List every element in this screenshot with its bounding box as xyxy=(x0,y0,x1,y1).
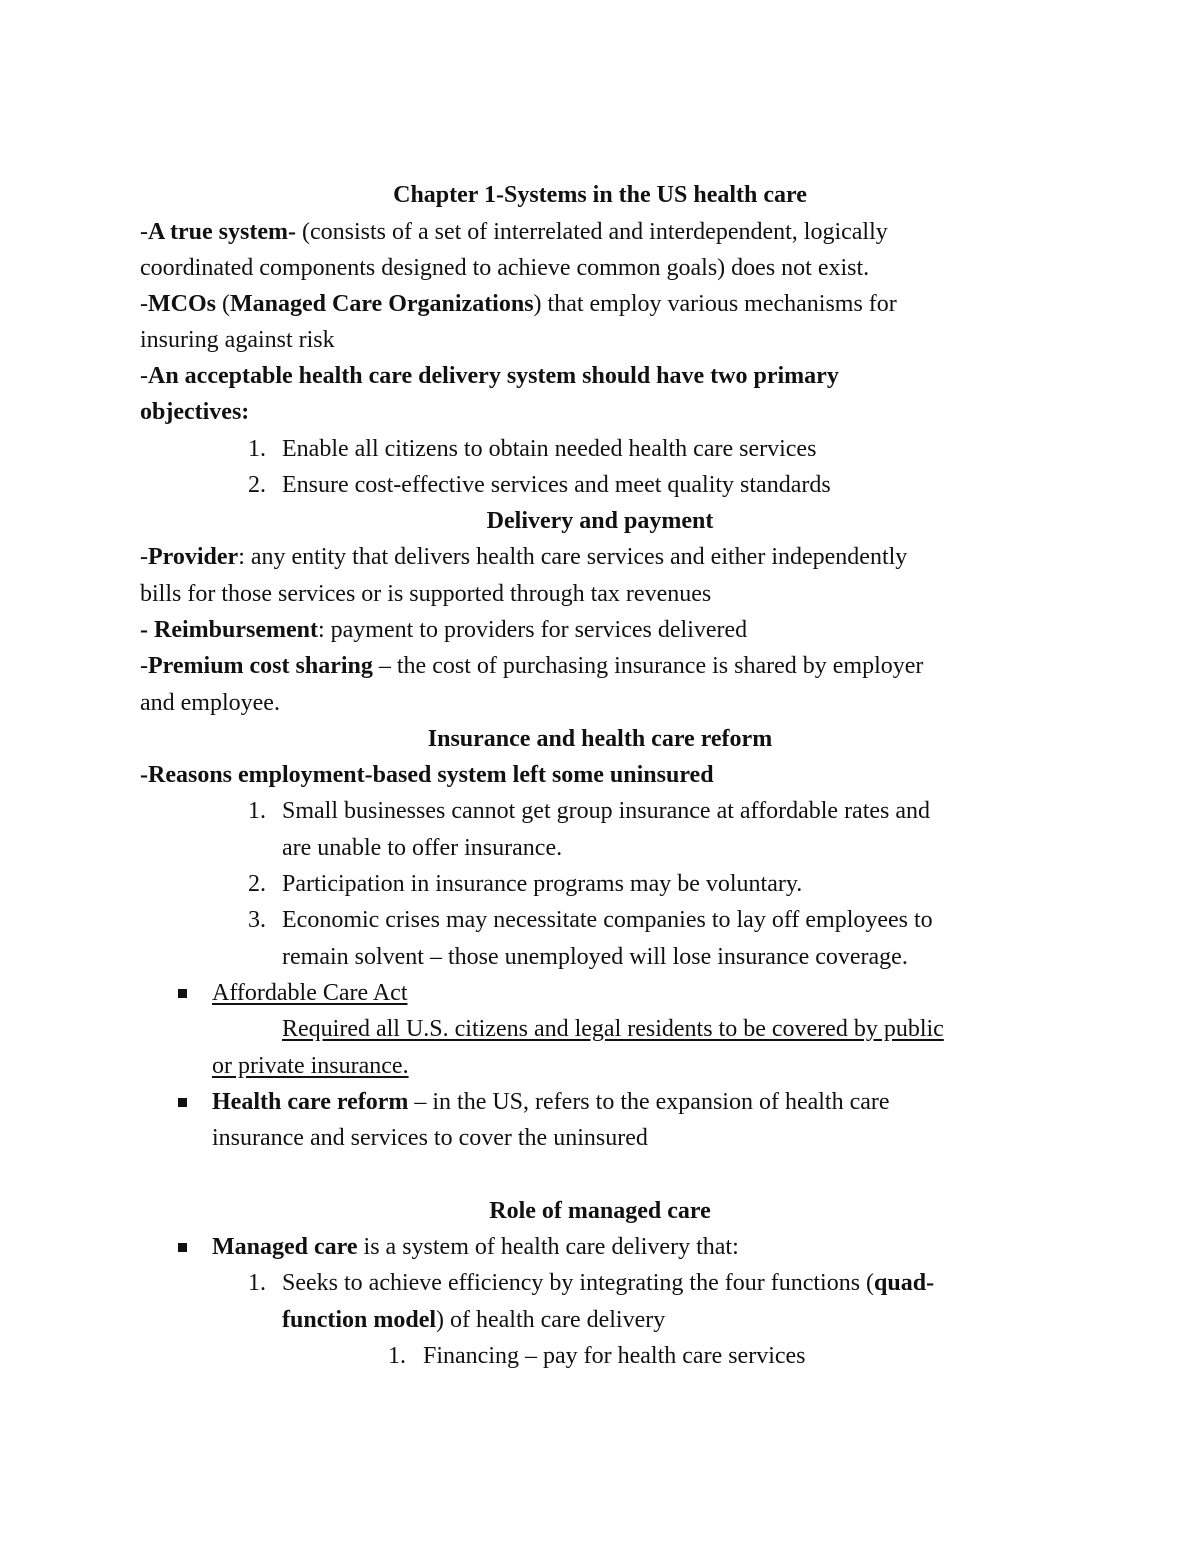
premium-line-2: and employee. xyxy=(140,690,280,716)
aca-title: Affordable Care Act xyxy=(212,980,408,1006)
square-bullet-icon xyxy=(178,1243,187,1252)
provider-line-1: -Provider: any entity that delivers health care services and either independently xyxy=(140,544,908,570)
list-number: 3. xyxy=(248,907,266,933)
reform-line-2: insurance and services to cover the uninsured xyxy=(212,1125,648,1151)
premium-line-1: -Premium cost sharing – the cost of purchasing insurance is shared by employer xyxy=(140,653,924,679)
list-item-continuation: remain solvent – those unemployed will lose insurance coverage. xyxy=(282,944,908,970)
square-bullet-icon xyxy=(178,1098,187,1107)
list-item-continuation: are unable to offer insurance. xyxy=(282,835,563,861)
aca-line-2: or private insurance. xyxy=(212,1053,409,1079)
true-system-line-2: coordinated components designed to achieve common goals) does not exist. xyxy=(140,255,870,281)
page-title: Chapter 1-Systems in the US health care xyxy=(393,182,807,208)
sub-list-item: Financing – pay for health care services xyxy=(423,1343,806,1369)
section-heading-insurance: Insurance and health care reform xyxy=(427,726,773,752)
list-item: Ensure cost-effective services and meet quality standards xyxy=(282,472,831,498)
section-heading-managed-care: Role of managed care xyxy=(489,1198,711,1224)
sub-list-number: 1. xyxy=(388,1343,406,1369)
list-number: 2. xyxy=(248,472,266,498)
reform-line-1: Health care reform – in the US, refers to the expansion of health care xyxy=(212,1089,890,1115)
list-item: Economic crises may necessitate companies to lay off employees to xyxy=(282,907,933,933)
list-number: 1. xyxy=(248,436,266,462)
list-item: Seeks to achieve efficiency by integrating the four functions (quad- xyxy=(282,1270,935,1296)
section-heading-delivery: Delivery and payment xyxy=(486,508,714,534)
true-system-line-1: -A true system- (consists of a set of interrelated and interdependent, logically xyxy=(140,219,888,245)
list-item: Small businesses cannot get group insurance at affordable rates and xyxy=(282,798,931,824)
list-number: 1. xyxy=(248,1270,266,1296)
objectives-heading-line-2: objectives: xyxy=(140,399,250,425)
objectives-heading-line-1: -An acceptable health care delivery system should have two primary xyxy=(140,363,839,389)
reimbursement-line: - Reimbursement: payment to providers for services delivered xyxy=(140,617,748,643)
managed-care-line: Managed care is a system of health care delivery that: xyxy=(212,1234,739,1260)
list-number: 1. xyxy=(248,798,266,824)
mcos-line-2: insuring against risk xyxy=(140,327,335,353)
list-number: 2. xyxy=(248,871,266,897)
list-item-continuation: function model) of health care delivery xyxy=(282,1307,666,1333)
provider-line-2: bills for those services or is supported through tax revenues xyxy=(140,581,712,607)
list-item: Enable all citizens to obtain needed health care services xyxy=(282,436,817,462)
square-bullet-icon xyxy=(178,989,187,998)
aca-line-1: Required all U.S. citizens and legal residents to be covered by public xyxy=(282,1016,944,1042)
list-item: Participation in insurance programs may be voluntary. xyxy=(282,871,803,897)
mcos-line-1: -MCOs (Managed Care Organizations) that employ various mechanisms for xyxy=(140,291,897,317)
reasons-heading: -Reasons employment-based system left some uninsured xyxy=(140,762,714,788)
